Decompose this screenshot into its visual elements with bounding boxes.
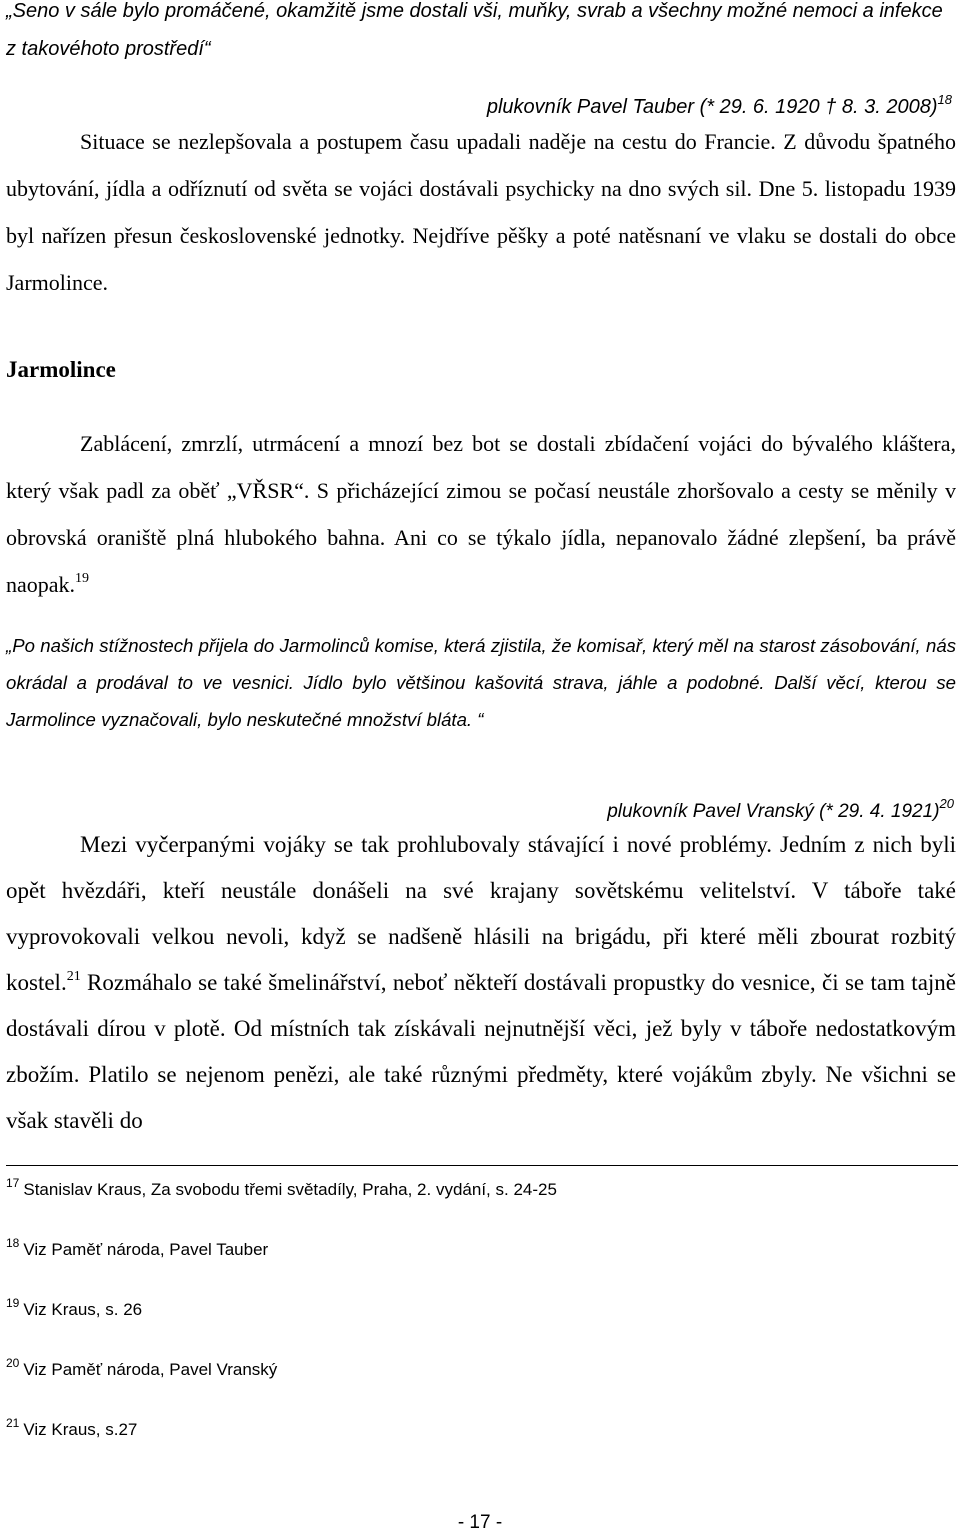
footnote-number: 19: [6, 1296, 20, 1310]
footnote-number: 21: [6, 1416, 20, 1430]
footnote-ref: 19: [75, 571, 90, 586]
paragraph-text: Situace se nezlepšovala a postupem času upadali naděje na cestu do Francie. Z důvodu špatného ubytování, jídla a odříznutí od světa se vojáci dostávali psychicky na dno svých sil. Dne 5. listopadu 1939 byl nařízen přesun československé jednotky. Nejdříve pěšky a poté natěsnaní ve vlaku se dostali do obce Jarmolince.: [6, 129, 956, 295]
footnote-number: 17: [6, 1176, 20, 1190]
paragraph-text-part1: Mezi vyčerpanými vojáky se tak prohlubovaly stávající i nové problémy. Jedním z nich byli opět hvězdáři, kteří neustále donášeli na své krajany sovětskému velitelství. V táboře také vyprovokovali velkou nevoli, když se nadšeně hlásili na brigádu, při které měli zbourat rozbitý kostel.: [6, 832, 956, 995]
footnote-item: [6, 1413, 956, 1440]
section-heading: Jarmolince: [6, 357, 116, 382]
footnote-text: Viz Kraus, s.27: [23, 1420, 138, 1439]
paragraph-situation: [6, 118, 956, 306]
footnote-text: Viz Kraus, s. 26: [23, 1300, 143, 1319]
quote-tauber-text: „Seno v sále bylo promáčené, okamžitě jsme dostali vši, muňky, svrab a všechny možné nemoci a infekce z takovéhoto prostředí“: [6, 0, 943, 60]
quote-tauber-attribution: [0, 92, 952, 119]
footnote-item: [6, 1353, 956, 1380]
footnote-number: 20: [6, 1356, 20, 1370]
paragraph-jarmolince: [6, 420, 956, 608]
paragraph-text-part2: Rozmáhalo se také šmelinářství, neboť někteří dostávali propustky do vesnice, či se tam tajně dostávali dírou v plotě. Od místních tak získávali nejnutnější věci, jež byly v táboře nedostatkovým zbožím. Platilo se nejenom penězi, ale také různými předměty, které vojákům zbyly. Ne všichni se však stavěli do: [6, 970, 956, 1133]
footnote-ref: 20: [939, 796, 954, 811]
footnote-text: Viz Paměť národa, Pavel Vranský: [23, 1360, 278, 1379]
footnote-text: Viz Paměť národa, Pavel Tauber: [23, 1240, 269, 1259]
page-number: - 17 -: [457, 1512, 503, 1533]
footnote-ref: 18: [937, 92, 952, 107]
quote-vransky: [6, 627, 956, 738]
attribution-text: plukovník Pavel Tauber (* 29. 6. 1920 † 8. 3. 2008): [486, 96, 938, 118]
quote-tauber: [6, 0, 956, 68]
paragraph-text: Zablácení, zmrzlí, utrmácení a mnozí bez bot se dostali zbídačení vojáci do bývalého kláštera, který však padl za oběť „VŘSR“. S přicházející zimou se počasí neustále zhoršovalo a cesty se měnily v obrovská oraniště plná hlubokého bahna. Ani co se týkalo jídla, nepanovalo žádné zlepšení, ba právě naopak.: [6, 431, 956, 597]
quote-vransky-text: „Po našich stížnostech přijela do Jarmolinců komise, která zjistila, že komisař, který měl na starost zásobování, nás okrádal a prodával to ve vesnici. Jídlo bylo většinou kašovitá strava, jáhle a podobné. Další věcí, kterou se Jarmolince vyznačovali, bylo neskutečné množství bláta. “: [6, 635, 956, 730]
footnotes: [6, 1173, 956, 1473]
footnote-item: [6, 1173, 956, 1200]
footnote-separator: [6, 1165, 958, 1166]
footnote-text: Stanislav Kraus, Za svobodu třemi světadíly, Praha, 2. vydání, s. 24-25: [23, 1180, 557, 1199]
quote-vransky-attribution: [0, 796, 954, 823]
footnote-number: 18: [6, 1236, 20, 1250]
attribution-text: plukovník Pavel Vranský (* 29. 4. 1921): [607, 801, 940, 822]
footnote-item: [6, 1233, 956, 1260]
footnote-item: [6, 1293, 956, 1320]
footnote-ref: 21: [66, 969, 81, 984]
paragraph-problems: [6, 822, 956, 1144]
